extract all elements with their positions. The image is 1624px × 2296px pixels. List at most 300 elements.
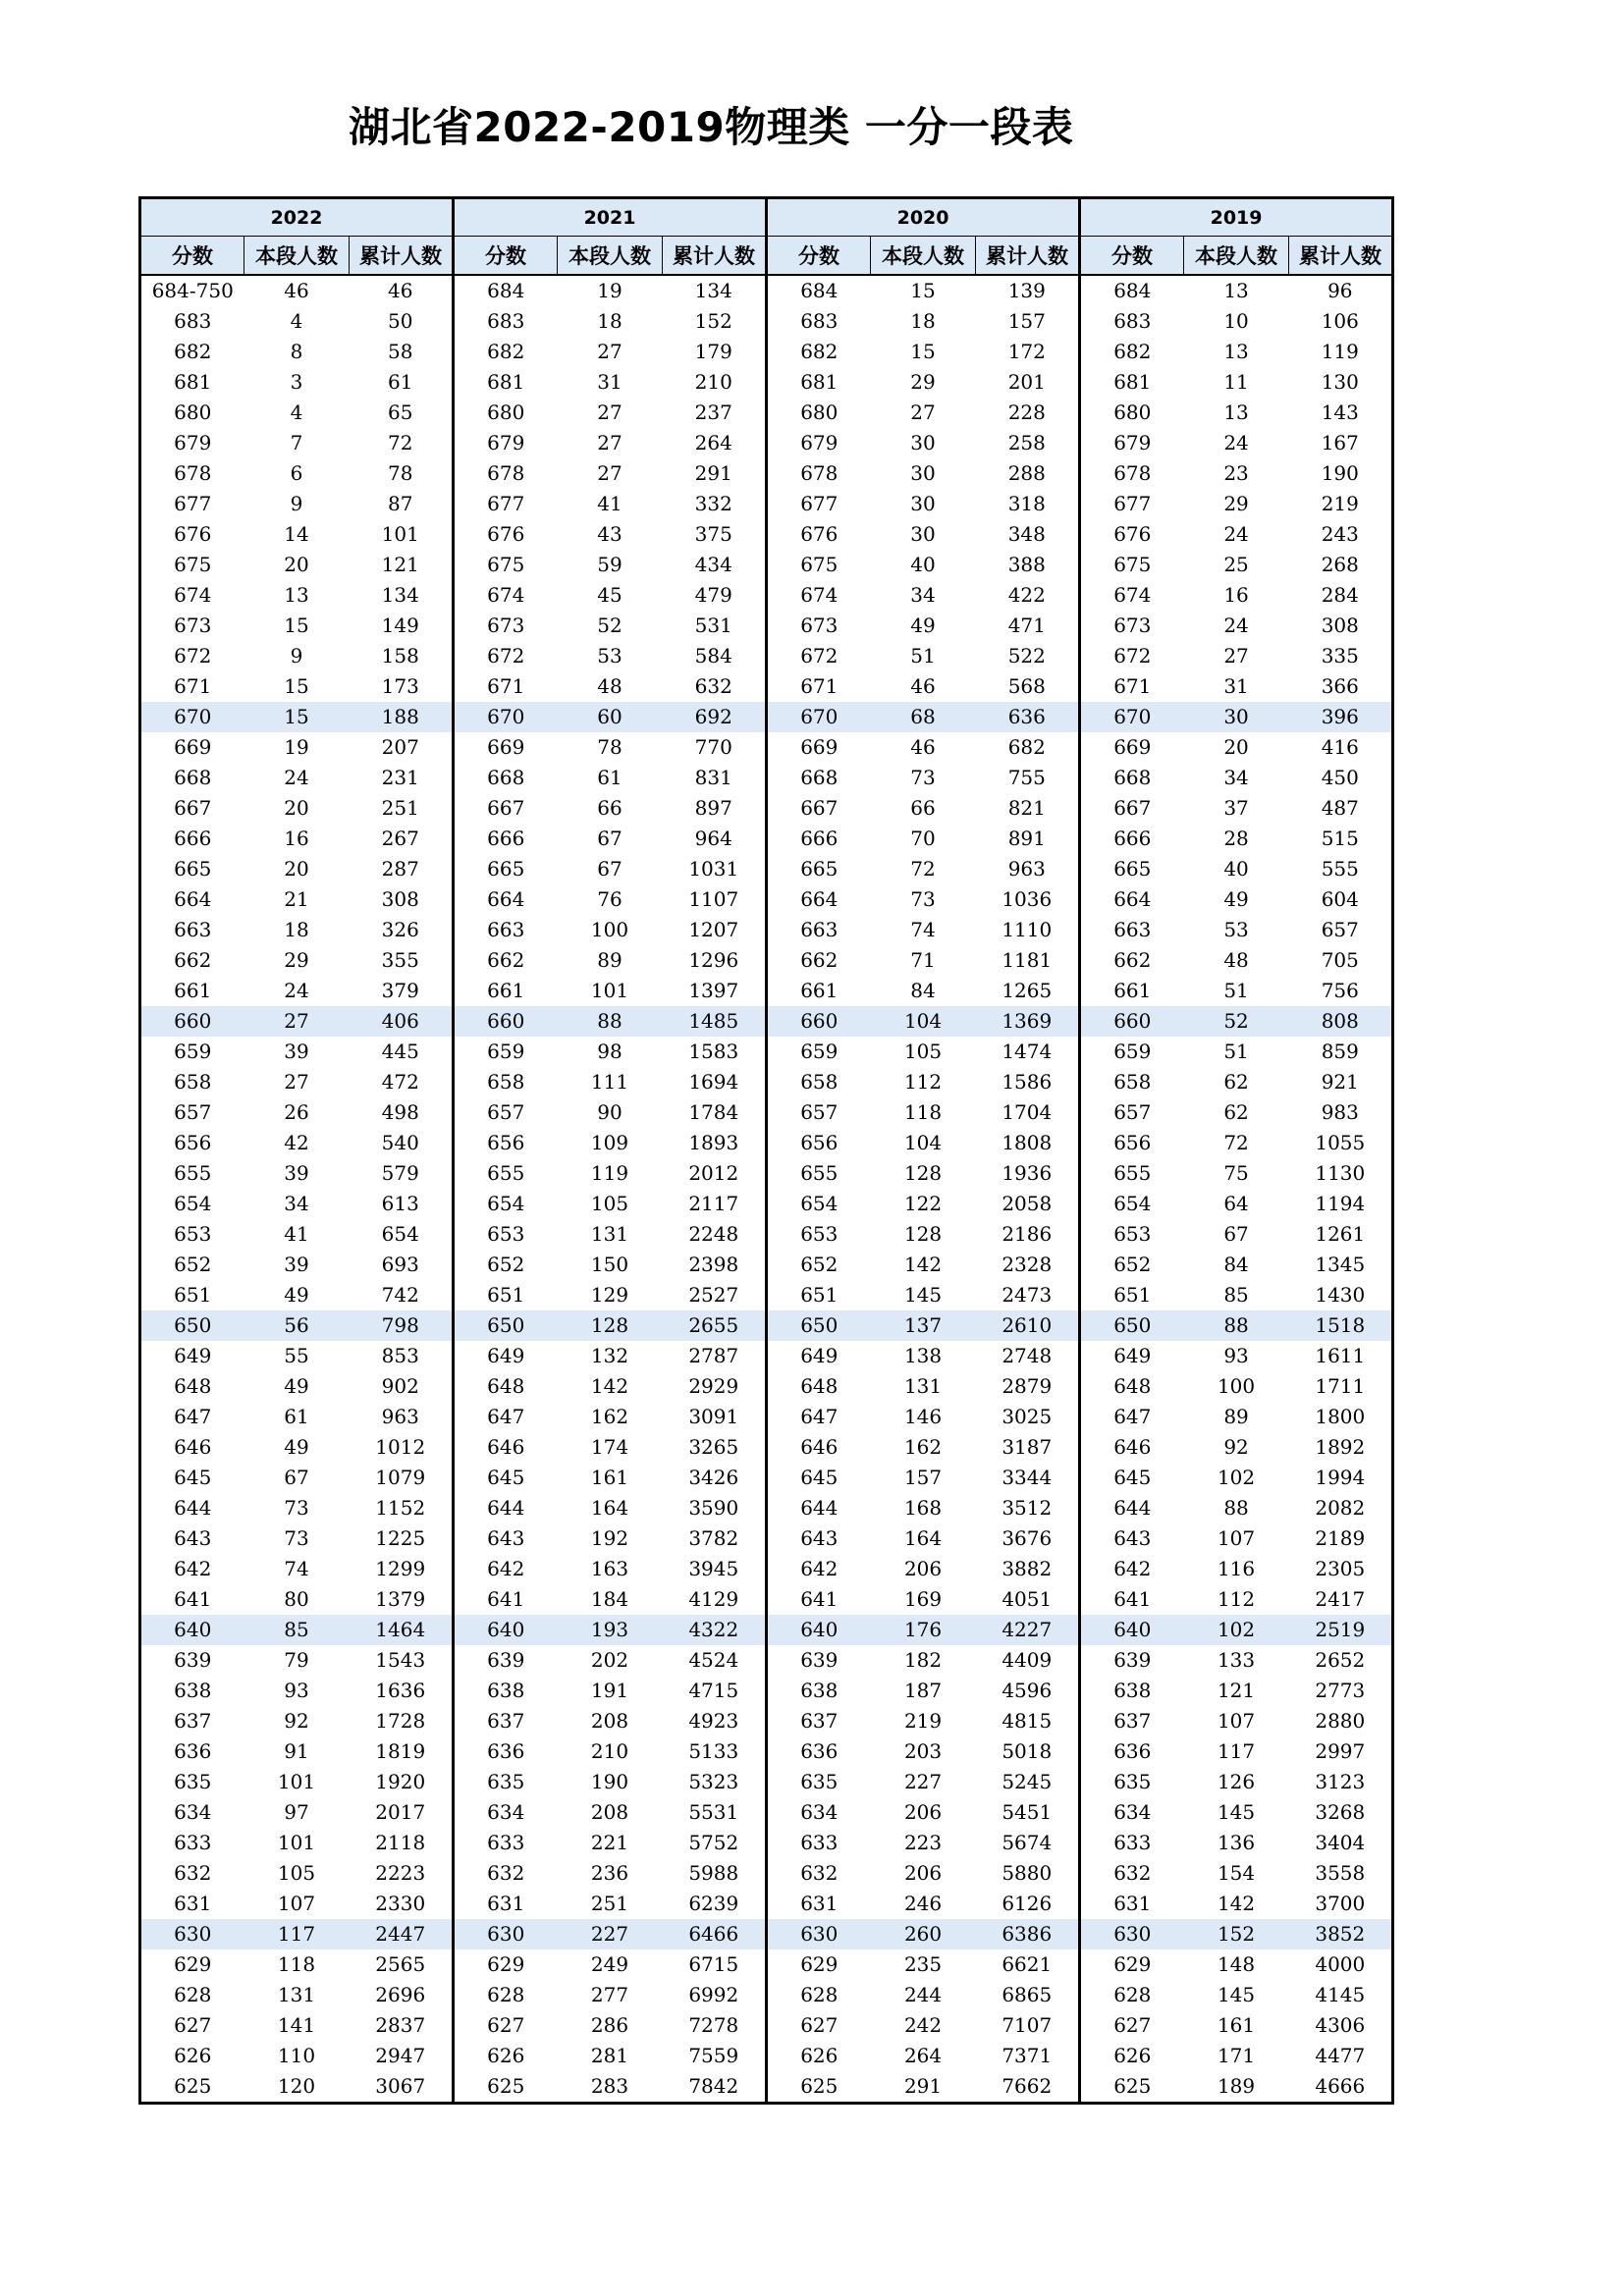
segment-count-cell: 26 <box>284 1100 309 1124</box>
segment-count-cell: 291 <box>903 2074 943 2098</box>
cumulative-count-cell: 3123 <box>1315 1770 1366 1793</box>
cumulative-count-cell: 579 <box>381 1161 419 1185</box>
cumulative-count-cell: 134 <box>381 583 419 607</box>
cumulative-count-cell: 6126 <box>1001 1892 1053 1915</box>
score-cell: 655 <box>767 1158 871 1189</box>
score-cell: 641 <box>1080 1584 1184 1615</box>
score-cell: 673 <box>174 614 212 637</box>
segment-count-cell: 162 <box>590 1405 629 1428</box>
score-cell: 659 <box>174 1040 212 1063</box>
score-cell: 653 <box>174 1222 212 1246</box>
cumulative-count-cell: 287 <box>381 857 419 881</box>
cumulative-count-cell: 6621 <box>1001 1952 1053 1976</box>
segment-count-cell: 88 <box>1223 1496 1249 1520</box>
cumulative-count-cell: 366 <box>1321 674 1359 698</box>
cumulative-count-cell: 237 <box>694 400 732 424</box>
cumulative-count-cell: 613 <box>381 1192 419 1215</box>
segment-count-cell: 182 <box>903 1648 943 1672</box>
segment-count-cell: 73 <box>284 1496 309 1520</box>
cumulative-count-cell: 515 <box>1321 827 1359 850</box>
score-cell: 659 <box>767 1037 871 1067</box>
cumulative-count-cell: 3187 <box>1001 1435 1053 1459</box>
cumulative-count-cell: 3091 <box>688 1405 739 1428</box>
cumulative-count-cell: 2117 <box>688 1192 739 1215</box>
cumulative-count-cell: 654 <box>381 1222 419 1246</box>
table-row <box>140 1006 1393 1037</box>
score-column-header: 分数 <box>767 237 871 276</box>
cumulative-count-cell: 2610 <box>976 1310 1080 1341</box>
cumulative-count-cell: 291 <box>694 461 732 485</box>
table-row <box>140 884 1393 915</box>
cumulative-count-cell: 434 <box>694 553 732 576</box>
cumulative-count-cell: 2082 <box>1315 1496 1366 1520</box>
cumulative-count-cell: 2997 <box>1315 1739 1366 1763</box>
segment-count-cell: 206 <box>903 1557 943 1580</box>
cumulative-count-cell: 1345 <box>1315 1253 1366 1276</box>
segment-count-cell: 121 <box>1217 1679 1256 1702</box>
cumulative-count-cell: 335 <box>1321 644 1359 667</box>
segment-count-cell: 46 <box>910 735 936 759</box>
score-cell: 652 <box>1080 1250 1184 1280</box>
segment-count-cell: 90 <box>597 1100 623 1124</box>
score-cell: 643 <box>174 1526 212 1550</box>
cumulative-count-cell: 406 <box>350 1006 454 1037</box>
score-cell: 668 <box>1080 763 1184 793</box>
cumulative-count-cell: 134 <box>694 279 732 302</box>
score-cell: 630 <box>1080 1919 1184 1949</box>
table-row <box>140 1797 1393 1828</box>
segment-count-cell: 46 <box>284 279 309 302</box>
score-cell: 666 <box>1080 824 1184 854</box>
score-cell: 670 <box>140 702 244 732</box>
segment-count-cell: 41 <box>284 1222 309 1246</box>
segment-count-cell: 7 <box>290 431 303 454</box>
score-cell: 640 <box>140 1615 244 1645</box>
table-row <box>140 1706 1393 1736</box>
score-cell: 646 <box>767 1432 871 1463</box>
cumulative-count-cell: 2012 <box>688 1161 739 1185</box>
score-cell: 626 <box>1080 2041 1184 2071</box>
score-cell: 660 <box>1080 1006 1184 1037</box>
segment-count-cell: 20 <box>1223 735 1249 759</box>
cumulative-count-cell: 1299 <box>375 1557 426 1580</box>
segment-count-cell: 15 <box>910 340 936 363</box>
segment-count-cell: 9 <box>290 492 303 515</box>
cumulative-count-cell: 7371 <box>1001 2044 1053 2067</box>
score-cell: 660 <box>767 1006 871 1037</box>
segment-count-cell: 29 <box>284 948 309 972</box>
cumulative-count-cell: 1920 <box>375 1770 426 1793</box>
cumulative-count-cell: 5323 <box>688 1770 739 1793</box>
cumulative-count-cell: 7842 <box>688 2074 739 2098</box>
score-cell: 654 <box>454 1189 558 1219</box>
score-cell: 681 <box>174 370 212 394</box>
score-cell: 638 <box>1080 1676 1184 1706</box>
table-row <box>140 458 1393 489</box>
segment-count-cell: 41 <box>597 492 623 515</box>
segment-count-cell: 169 <box>903 1587 943 1611</box>
score-cell: 677 <box>767 489 871 519</box>
cumulative-count-cell: 2565 <box>375 1952 426 1976</box>
score-cell: 635 <box>1080 1767 1184 1797</box>
segment-count-cell: 131 <box>903 1374 943 1398</box>
score-cell: 662 <box>1080 945 1184 976</box>
segment-count-cell: 132 <box>590 1344 629 1367</box>
cumulative-count-cell: 5531 <box>688 1800 739 1824</box>
segment-count-cell: 119 <box>590 1161 629 1185</box>
cumulative-count-cell: 101 <box>381 522 419 546</box>
segment-count-cell: 20 <box>284 553 309 576</box>
cumulative-count-cell: 332 <box>694 492 732 515</box>
score-cell: 665 <box>1080 854 1184 884</box>
segment-count-cell: 142 <box>590 1374 629 1398</box>
score-cell: 647 <box>1080 1402 1184 1432</box>
score-cell: 653 <box>454 1219 558 1250</box>
score-cell: 650 <box>1080 1310 1184 1341</box>
table-row <box>140 732 1393 763</box>
cumulative-count-cell: 522 <box>1007 644 1046 667</box>
score-cell: 682 <box>767 337 871 367</box>
score-cell: 678 <box>174 461 212 485</box>
segment-count-cell: 15 <box>910 279 936 302</box>
cumulative-count-cell: 210 <box>694 370 732 394</box>
segment-count-cell: 76 <box>597 887 623 911</box>
table-row <box>140 1371 1393 1402</box>
segment-count-cell: 24 <box>284 979 309 1002</box>
segment-count-cell: 242 <box>903 2013 943 2037</box>
cumulative-count-cell: 1636 <box>375 1679 426 1702</box>
cumulative-count-cell: 1379 <box>375 1587 426 1611</box>
score-cell: 636 <box>1080 1736 1184 1767</box>
score-cell: 674 <box>454 580 558 611</box>
table-row <box>140 641 1393 671</box>
score-cell: 627 <box>767 2010 871 2041</box>
segment-count-cell: 23 <box>1223 461 1249 485</box>
segment-count-cell: 49 <box>1223 887 1249 911</box>
segment-count-cell: 85 <box>244 1615 350 1645</box>
segment-count-cell: 145 <box>1217 1983 1256 2006</box>
segment-count-cell: 145 <box>1217 1800 1256 1824</box>
cumulative-count-cell: 2879 <box>1001 1374 1053 1398</box>
segment-count-cell: 162 <box>903 1435 943 1459</box>
score-cell: 640 <box>767 1615 871 1645</box>
segment-count-cell: 88 <box>558 1006 663 1037</box>
table-row <box>140 1523 1393 1554</box>
cumulative-count-cell: 2248 <box>688 1222 739 1246</box>
table-row <box>140 2010 1393 2041</box>
score-cell: 669 <box>767 732 871 763</box>
segment-count-cell: 31 <box>597 370 623 394</box>
score-cell: 652 <box>767 1250 871 1280</box>
score-cell: 679 <box>767 428 871 458</box>
segment-count-cell: 34 <box>910 583 936 607</box>
segment-count-cell: 138 <box>903 1344 943 1367</box>
score-cell: 642 <box>174 1557 212 1580</box>
score-cell: 673 <box>767 611 871 641</box>
score-cell: 658 <box>767 1067 871 1097</box>
segment-count-cell: 27 <box>597 431 623 454</box>
segment-count-cell: 193 <box>558 1615 663 1645</box>
segment-count-cell: 55 <box>284 1344 309 1367</box>
cumulative-count-cell: 258 <box>1007 431 1046 454</box>
score-cell: 666 <box>767 824 871 854</box>
score-cell: 660 <box>140 1006 244 1037</box>
segment-count-cell: 18 <box>910 309 936 333</box>
segment-count-cell: 141 <box>277 2013 316 2037</box>
score-cell: 669 <box>174 735 212 759</box>
table-row <box>140 671 1393 702</box>
cumulative-count-cell: 231 <box>381 766 419 789</box>
score-cell: 627 <box>174 2013 212 2037</box>
cumulative-count-cell: 2118 <box>375 1831 426 1854</box>
cumulative-count-cell: 1474 <box>1001 1040 1053 1063</box>
score-cell: 643 <box>1080 1523 1184 1554</box>
cumulative-count-cell: 1784 <box>688 1100 739 1124</box>
segment-count-cell: 15 <box>244 702 350 732</box>
cumulative-count-cell: 808 <box>1289 1006 1393 1037</box>
score-cell: 656 <box>1080 1128 1184 1158</box>
cumulative-count-cell: 2305 <box>1315 1557 1366 1580</box>
segment-count-cell: 15 <box>284 674 309 698</box>
cumulative-count-cell: 3882 <box>1001 1557 1053 1580</box>
score-cell: 626 <box>174 2044 212 2067</box>
segment-count-cell: 27 <box>244 1006 350 1037</box>
table-row <box>140 702 1393 732</box>
score-cell: 628 <box>767 1980 871 2010</box>
score-cell: 661 <box>1080 976 1184 1006</box>
cumulative-count-cell: 416 <box>1321 735 1359 759</box>
score-cell: 655 <box>174 1161 212 1185</box>
table-row <box>140 1676 1393 1706</box>
segment-count-cell: 174 <box>590 1435 629 1459</box>
cumulative-count-cell: 7278 <box>688 2013 739 2037</box>
segment-count-cell: 283 <box>590 2074 629 2098</box>
score-cell: 683 <box>767 306 871 337</box>
cumulative-count-cell: 139 <box>1007 279 1046 302</box>
score-cell: 657 <box>767 1097 871 1128</box>
cumulative-count-cell: 1194 <box>1315 1192 1366 1215</box>
segment-count-cell: 13 <box>1223 400 1249 424</box>
score-cell: 649 <box>454 1341 558 1371</box>
score-cell: 671 <box>174 674 212 698</box>
cumulative-count-cell: 1152 <box>375 1496 426 1520</box>
score-column-header: 分数 <box>1080 237 1184 276</box>
segment-count-cell: 107 <box>1217 1526 1256 1550</box>
cumulative-count-cell: 243 <box>1321 522 1359 546</box>
segment-count-cell: 19 <box>284 735 309 759</box>
cumulative-count-cell: 6386 <box>976 1919 1080 1949</box>
score-cell: 638 <box>454 1676 558 1706</box>
table-row <box>140 1949 1393 1980</box>
cumulative-count-cell: 4596 <box>1001 1679 1053 1702</box>
segment-count-cell: 49 <box>910 614 936 637</box>
score-cell: 626 <box>454 2041 558 2071</box>
score-cell: 631 <box>174 1892 212 1915</box>
segment-count-cell: 4 <box>290 309 303 333</box>
score-cell: 675 <box>454 550 558 580</box>
segment-count-cell: 105 <box>590 1192 629 1215</box>
score-cell: 640 <box>1080 1615 1184 1645</box>
score-cell: 646 <box>1080 1432 1184 1463</box>
cumulative-count-cell: 2929 <box>688 1374 739 1398</box>
segment-count-cell: 46 <box>910 674 936 698</box>
cumulative-count-cell: 1296 <box>688 948 739 972</box>
score-cell: 650 <box>454 1310 558 1341</box>
cumulative-count-cell: 201 <box>1007 370 1046 394</box>
segment-count-cell: 190 <box>590 1770 629 1793</box>
cumulative-count-cell: 682 <box>1007 735 1046 759</box>
cumulative-count-cell: 4923 <box>688 1709 739 1733</box>
segment-count-cell: 227 <box>903 1770 943 1793</box>
cumulative-count-cell: 2773 <box>1315 1679 1366 1702</box>
cumulative-count-cell: 87 <box>388 492 413 515</box>
segment-count-cell: 21 <box>284 887 309 911</box>
segment-count-cell: 219 <box>903 1709 943 1733</box>
cumulative-count-cell: 657 <box>1321 918 1359 941</box>
table-row <box>140 1310 1393 1341</box>
score-cell: 628 <box>454 1980 558 2010</box>
segment-count-cell: 67 <box>597 857 623 881</box>
score-cell: 679 <box>454 428 558 458</box>
score-cell: 684 <box>1080 275 1184 306</box>
segment-count-cell: 28 <box>1223 827 1249 850</box>
cumulative-count-cell: 1543 <box>375 1648 426 1672</box>
score-cell: 670 <box>1080 702 1184 732</box>
cumulative-count-cell: 487 <box>1321 796 1359 820</box>
score-cell: 678 <box>767 458 871 489</box>
score-cell: 650 <box>767 1310 871 1341</box>
segment-count-cell: 73 <box>910 887 936 911</box>
cumulative-count-cell: 7107 <box>1001 2013 1053 2037</box>
segment-count-cell: 18 <box>597 309 623 333</box>
score-cell: 635 <box>174 1770 212 1793</box>
cumulative-count-cell: 1107 <box>688 887 739 911</box>
cumulative-count-cell: 1704 <box>1001 1100 1053 1124</box>
segment-count-cell: 52 <box>1184 1006 1289 1037</box>
score-cell: 637 <box>767 1706 871 1736</box>
table-row <box>140 824 1393 854</box>
segment-count-cell: 51 <box>1223 1040 1249 1063</box>
segment-count-cell: 206 <box>903 1800 943 1824</box>
score-cell: 674 <box>767 580 871 611</box>
score-cell: 655 <box>1080 1158 1184 1189</box>
year-header: 2022 <box>140 198 454 237</box>
table-row <box>140 580 1393 611</box>
score-cell: 659 <box>1080 1037 1184 1067</box>
cumulative-count-cell: 853 <box>381 1344 419 1367</box>
table-row <box>140 337 1393 367</box>
cumulative-count-cell: 4666 <box>1315 2074 1366 2098</box>
cumulative-count-cell: 2652 <box>1315 1648 1366 1672</box>
score-cell: 664 <box>174 887 212 911</box>
cumulative-count-cell: 3067 <box>375 2074 426 2098</box>
cumulative-count-cell: 3782 <box>688 1526 739 1550</box>
cumulative-count-cell: 308 <box>1321 614 1359 637</box>
cumulative-count-cell: 471 <box>1007 614 1046 637</box>
score-cell: 669 <box>1080 732 1184 763</box>
segment-count-cell: 16 <box>1223 583 1249 607</box>
cumulative-count-cell: 188 <box>350 702 454 732</box>
segment-count-cell: 72 <box>1223 1131 1249 1154</box>
segment-count-cell: 122 <box>903 1192 943 1215</box>
segment-count-cell: 49 <box>284 1283 309 1307</box>
segment-count-cell: 92 <box>1223 1435 1249 1459</box>
segment-count-cell: 27 <box>1223 644 1249 667</box>
score-cell: 648 <box>1080 1371 1184 1402</box>
cumulative-count-cell: 152 <box>694 309 732 333</box>
score-cell: 668 <box>767 763 871 793</box>
segment-count-cell: 16 <box>284 827 309 850</box>
segment-count-cell: 161 <box>590 1466 629 1489</box>
cumulative-count-cell: 821 <box>1007 796 1046 820</box>
table-row <box>140 1858 1393 1889</box>
score-cell: 673 <box>454 611 558 641</box>
score-cell: 632 <box>767 1858 871 1889</box>
segment-count-cell: 163 <box>590 1557 629 1580</box>
segment-count-cell: 286 <box>590 2013 629 2037</box>
table-row <box>140 1067 1393 1097</box>
segment-count-cell: 104 <box>871 1006 976 1037</box>
score-cell: 675 <box>767 550 871 580</box>
score-cell: 672 <box>174 644 212 667</box>
segment-count-cell: 59 <box>597 553 623 576</box>
score-cell: 664 <box>1080 884 1184 915</box>
score-cell: 658 <box>454 1067 558 1097</box>
table-row <box>140 1828 1393 1858</box>
segment-count-cell: 53 <box>597 644 623 667</box>
cumulative-count-cell: 50 <box>388 309 413 333</box>
score-cell: 632 <box>174 1861 212 1885</box>
score-cell: 682 <box>174 340 212 363</box>
score-cell: 654 <box>767 1189 871 1219</box>
cumulative-count-cell: 1728 <box>375 1709 426 1733</box>
score-cell: 673 <box>1080 611 1184 641</box>
cumulative-count-cell: 130 <box>1321 370 1359 394</box>
segment-count-cell: 72 <box>910 857 936 881</box>
score-cell: 630 <box>140 1919 244 1949</box>
segment-count-cell: 157 <box>903 1466 943 1489</box>
score-cell: 683 <box>174 309 212 333</box>
segment-count-cell: 24 <box>1223 614 1249 637</box>
cumulative-count-cell: 2473 <box>1001 1283 1053 1307</box>
segment-count-cell: 93 <box>1223 1344 1249 1367</box>
segment-count-cell: 168 <box>903 1496 943 1520</box>
cumulative-count-column-header: 累计人数 <box>663 237 767 276</box>
segment-count-cell: 15 <box>284 614 309 637</box>
table-row <box>140 1584 1393 1615</box>
table-row <box>140 793 1393 824</box>
score-cell: 647 <box>454 1402 558 1432</box>
cumulative-count-cell: 770 <box>694 735 732 759</box>
cumulative-count-cell: 3945 <box>688 1557 739 1580</box>
score-cell: 633 <box>767 1828 871 1858</box>
cumulative-count-cell: 964 <box>694 827 732 850</box>
segment-count-cell: 101 <box>277 1770 316 1793</box>
score-cell: 672 <box>1080 641 1184 671</box>
cumulative-count-cell: 119 <box>1321 340 1359 363</box>
cumulative-count-cell: 106 <box>1321 309 1359 333</box>
segment-count-cell: 202 <box>590 1648 629 1672</box>
score-cell: 633 <box>174 1831 212 1854</box>
score-cell: 628 <box>174 1983 212 2006</box>
table-row <box>140 1219 1393 1250</box>
table-row <box>140 1280 1393 1310</box>
cumulative-count-cell: 173 <box>381 674 419 698</box>
score-cell: 639 <box>454 1645 558 1676</box>
score-cell: 681 <box>454 367 558 398</box>
segment-count-cell: 102 <box>1217 1466 1256 1489</box>
cumulative-count-cell: 172 <box>1007 340 1046 363</box>
